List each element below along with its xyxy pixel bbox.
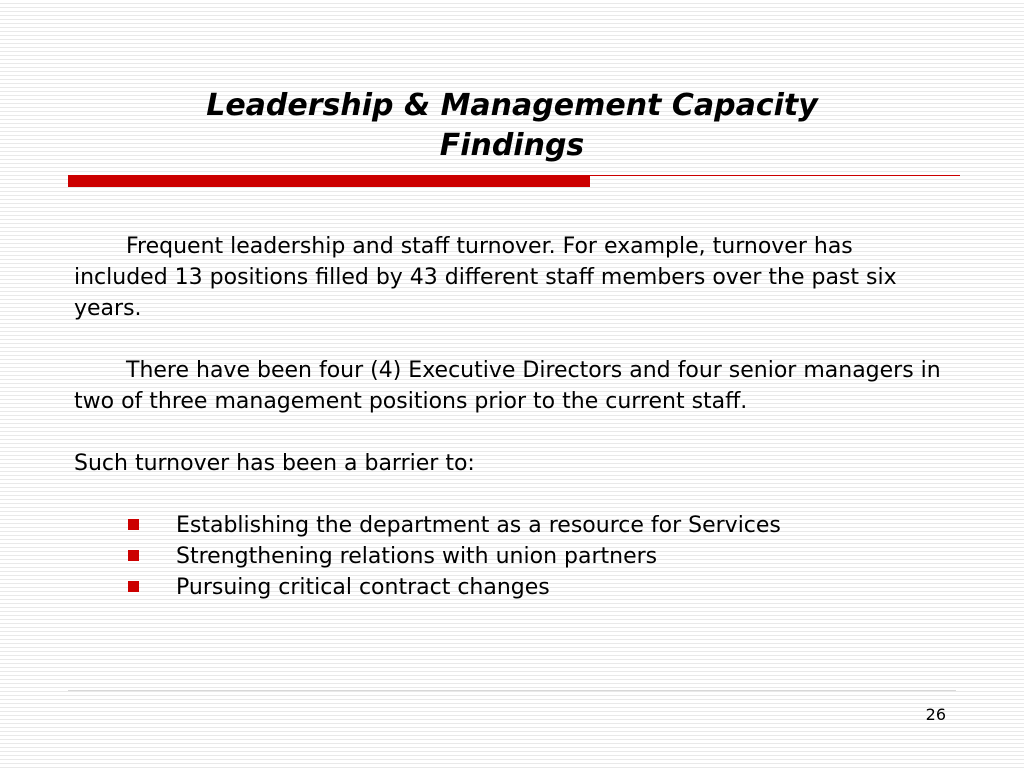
red-square-bullet-icon xyxy=(128,519,139,530)
paragraph-barrier-intro: Such turnover has been a barrier to: xyxy=(74,451,475,476)
page-number: 26 xyxy=(925,705,946,724)
barrier-list xyxy=(74,510,944,603)
paragraph-turnover: Frequent leadership and staff turnover. For example, turnover has included 13 positions filled by 43 different staff members over the past six years. xyxy=(74,234,897,321)
list-item xyxy=(176,541,944,572)
list-item-text: Establishing the department as a resource for Services xyxy=(176,513,781,538)
slide-title-line-1: Leadership & Management Capacity xyxy=(206,88,818,123)
list-item-text: Strengthening relations with union partners xyxy=(176,544,658,569)
title-underline-thin xyxy=(590,175,960,176)
red-square-bullet-icon xyxy=(128,581,139,592)
list-item-text: Pursuing critical contract changes xyxy=(176,575,550,600)
slide-title-line-2: Findings xyxy=(439,128,585,163)
title-underline-thick xyxy=(68,175,590,187)
list-item xyxy=(176,510,944,541)
red-square-bullet-icon xyxy=(128,550,139,561)
slide-title xyxy=(68,86,956,166)
paragraph-executive-directors: There have been four (4) Executive Directors and four senior managers in two of three management positions prior to the current staff. xyxy=(74,358,941,414)
list-item xyxy=(176,572,944,603)
footer-divider xyxy=(68,690,956,691)
slide-body xyxy=(74,231,944,603)
